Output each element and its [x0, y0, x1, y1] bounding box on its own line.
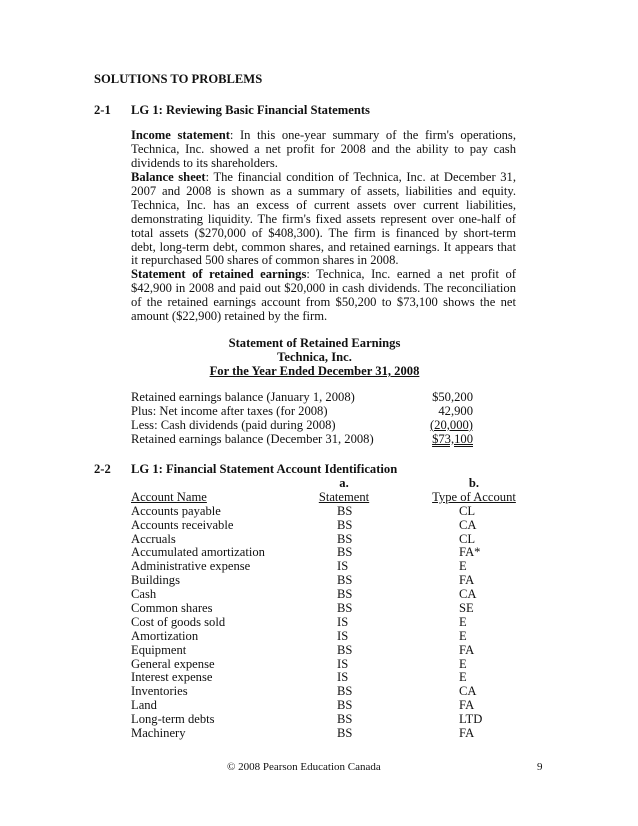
header-type: Type of Account [432, 489, 516, 504]
paragraph-text: : In this one-year summary of the firm's operations, Technica, Inc. showed a net profit for 2008 and the ability to pay cash dividends to its shareholders. [131, 128, 516, 170]
account-name: Interest expense [131, 670, 213, 685]
column-b-letter: b. [468, 476, 480, 490]
statement-code: BS [337, 642, 353, 657]
account-type: CA [459, 684, 477, 699]
footer-copyright: © 2008 Pearson Education Canada [227, 761, 381, 773]
statement-code: IS [337, 656, 349, 671]
table-row [131, 391, 473, 405]
paragraph-label: Balance sheet [131, 170, 206, 184]
statement-code: BS [337, 712, 353, 727]
table-row [131, 602, 531, 616]
account-name: Cost of goods sold [131, 614, 226, 629]
account-type: E [459, 614, 467, 629]
account-name: Administrative expense [131, 559, 251, 574]
header-account-name: Account Name [131, 489, 207, 504]
account-type: LTD [459, 712, 483, 727]
statement-code: BS [337, 726, 353, 741]
paragraph-label: Statement of retained earnings [131, 267, 307, 281]
account-name: Inventories [131, 684, 188, 699]
account-table [131, 477, 531, 741]
paragraph-income-statement [131, 129, 516, 171]
statement-code: IS [337, 614, 349, 629]
account-type: E [459, 656, 467, 671]
paragraph-text: : Technica, Inc. earned a net profit of $42,900 in 2008 and paid out $20,000 in cash dividends. The reconciliation of the retained earnings account from $50,200 to $73,100 shows the net amount ($22,900) retained by the firm. [131, 267, 516, 323]
account-type: FA [459, 726, 475, 741]
column-letters [131, 477, 531, 491]
column-a-letter: a. [339, 476, 349, 490]
account-name: General expense [131, 656, 215, 671]
table-row [131, 574, 531, 588]
table-row [131, 616, 531, 630]
account-type: FA [459, 698, 475, 713]
account-type: CL [459, 531, 476, 546]
statement-code: IS [337, 670, 349, 685]
page-heading: SOLUTIONS TO PROBLEMS [94, 72, 263, 86]
account-name: Common shares [131, 601, 213, 616]
statement-code: BS [337, 684, 353, 699]
account-name: Accounts payable [131, 503, 221, 518]
table-row [131, 588, 531, 602]
table-row [131, 519, 531, 533]
table-row [131, 644, 531, 658]
account-name: Cash [131, 587, 157, 602]
account-name: Buildings [131, 573, 180, 588]
paragraph-text: : The financial condition of Technica, Inc. at December 31, 2007 and 2008 is shown as a summary of assets, liabilities and equity. Technica, Inc. has an excess of current assets over current liabilities, demonstrating liquidity. The firm's fixed assets represent over one-half of total assets ($270,000 of $408,300). The firm is financed by short-term debt, long-term debt, common shares, and retained earnings. It appears that it repurchased 500 shares of common shares in 2008. [131, 170, 516, 268]
account-type: FA* [459, 545, 481, 560]
problem-number: 2-2 [94, 462, 111, 476]
table-row [131, 699, 531, 713]
row-amount: $50,200 [432, 390, 473, 404]
account-type: E [459, 670, 467, 685]
account-type: FA [459, 573, 475, 588]
account-type: SE [459, 601, 474, 616]
table-row [131, 658, 531, 672]
statement-code: IS [337, 559, 349, 574]
table-row [131, 505, 531, 519]
table-row [131, 433, 473, 447]
statement-company: Technica, Inc. [277, 350, 352, 364]
statement-code: BS [337, 587, 353, 602]
table-row [131, 713, 531, 727]
page-number: 9 [537, 761, 543, 773]
table-row [131, 546, 531, 560]
problem-title: LG 1: Reviewing Basic Financial Statements [131, 103, 370, 117]
table-row [131, 405, 473, 419]
table-row [131, 419, 473, 433]
account-type: CA [459, 587, 477, 602]
table-row [131, 533, 531, 547]
account-name: Long-term debts [131, 712, 215, 727]
statement-code: BS [337, 503, 353, 518]
account-type: E [459, 628, 467, 643]
statement-code: BS [337, 531, 353, 546]
problem-title: LG 1: Financial Statement Account Identification [131, 462, 398, 476]
statement-header [122, 336, 507, 378]
account-type: E [459, 559, 467, 574]
row-amount: $73,100 [432, 431, 473, 446]
problem-number: 2-1 [94, 103, 111, 117]
statement-code: BS [337, 517, 353, 532]
statement-code: BS [337, 573, 353, 588]
account-name: Equipment [131, 642, 187, 657]
statement-code: IS [337, 628, 349, 643]
statement-code: BS [337, 698, 353, 713]
account-name: Accruals [131, 531, 176, 546]
account-name: Accumulated amortization [131, 545, 265, 560]
account-name: Machinery [131, 726, 186, 741]
row-label: Retained earnings balance (December 31, 2008) [131, 431, 374, 446]
paragraph-label: Income statement [131, 128, 230, 142]
row-label: Retained earnings balance (January 1, 2008) [131, 390, 355, 404]
row-label: Plus: Net income after taxes (for 2008) [131, 403, 328, 418]
table-row [131, 560, 531, 574]
header-statement: Statement [318, 489, 370, 504]
statement-code: BS [337, 545, 353, 560]
row-label: Less: Cash dividends (paid during 2008) [131, 417, 336, 432]
account-name: Amortization [131, 628, 199, 643]
account-name: Accounts receivable [131, 517, 234, 532]
paragraph-retained-earnings [131, 268, 516, 324]
account-type: CA [459, 517, 477, 532]
statement-code: BS [337, 601, 353, 616]
table-header [131, 491, 531, 505]
account-type: FA [459, 642, 475, 657]
row-amount: 42,900 [438, 403, 473, 418]
retained-earnings-table [131, 391, 473, 447]
table-row [131, 671, 531, 685]
account-type: CL [459, 503, 476, 518]
statement-period: For the Year Ended December 31, 2008 [209, 364, 420, 378]
table-row [131, 630, 531, 644]
statement-title: Statement of Retained Earnings [228, 336, 401, 350]
row-amount: (20,000) [429, 417, 473, 432]
table-row [131, 727, 531, 741]
table-row [131, 685, 531, 699]
paragraph-balance-sheet [131, 171, 516, 268]
account-name: Land [131, 698, 157, 713]
